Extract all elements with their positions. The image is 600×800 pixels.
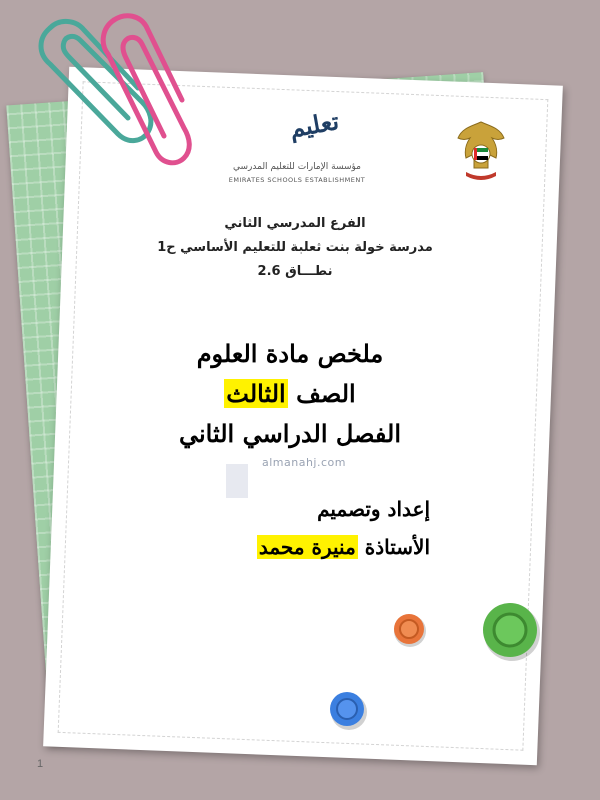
summary-title [80, 334, 500, 454]
grade-highlight: الثالث [226, 379, 286, 408]
prepared-by-line: إعداد وتصميم [317, 497, 430, 521]
school-header [150, 212, 440, 284]
subject-title: ملخص مادة العلوم [196, 339, 384, 368]
teacher-name: منيرة محمد [258, 535, 356, 559]
teacher-prefix: الأستاذة [364, 535, 430, 559]
semester-line: الفصل الدراسي الثاني [179, 419, 401, 448]
logo-org-english: EMIRATES SCHOOLS ESTABLISHMENT [228, 176, 366, 184]
pushpin-icon [390, 610, 430, 650]
page-number: 1 [37, 758, 44, 770]
grade-line [80, 374, 500, 414]
school-name: مدرسة خولة بنت ثعلبة للتعليم الأساسي ح1 [157, 240, 433, 255]
logo-word: تعليم [287, 106, 342, 144]
teacher-line [120, 528, 430, 566]
pushpin-icon [326, 688, 370, 732]
paperclip-icon [84, 2, 194, 172]
credits-block [120, 490, 430, 566]
emirates-schools-logo [222, 106, 372, 200]
zone-label: نطـــاق 2.6 [257, 264, 333, 279]
pushpin-icon [478, 598, 544, 664]
uae-emblem-icon [452, 118, 510, 182]
logo-org-arabic: مؤسسة الإمارات للتعليم المدرسي [233, 162, 361, 172]
branch-name: الفرع المدرسي الثاني [224, 216, 366, 231]
watermark-text: almanahj.com [262, 456, 346, 469]
grade-prefix: الصف [296, 379, 356, 408]
